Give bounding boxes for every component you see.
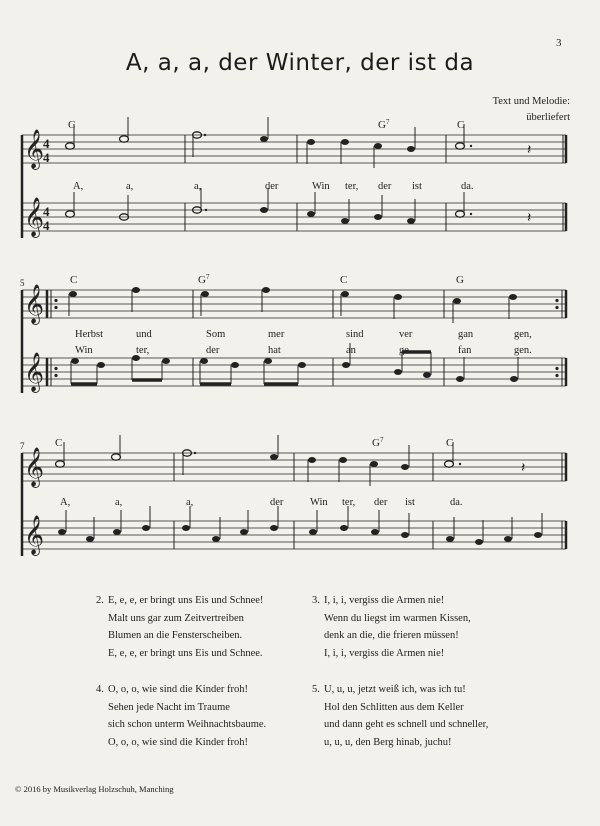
verse-line: O, o, o, wie sind die Kinder froh! xyxy=(108,736,248,748)
system-1 xyxy=(22,117,566,238)
lyric-syllable: fan xyxy=(458,345,472,356)
credit-label: Text und Melodie: xyxy=(492,96,570,107)
lyric-syllable: ver xyxy=(399,329,413,340)
verse-line: E, e, e, er bringt uns Eis und Schnee! xyxy=(108,595,264,606)
verse-number: 4. xyxy=(96,684,104,695)
verse-line: u, u, u, den Berg hinab, juchu! xyxy=(324,736,452,748)
lyric-syllable: ter, xyxy=(345,181,359,192)
measure-number: 5 xyxy=(20,278,25,288)
verse-line: I, i, i, vergiss die Armen nie! xyxy=(324,647,445,659)
measure-number: 7 xyxy=(20,441,25,451)
verse-number: 2. xyxy=(96,595,104,606)
lyric-syllable: der xyxy=(374,497,388,508)
lyric-syllable: Herbst xyxy=(75,329,103,340)
lyric-syllable: sind xyxy=(346,329,364,340)
staff-1-bottom xyxy=(22,203,566,231)
lyric-syllable: mer xyxy=(268,329,285,340)
chord-symbol: C xyxy=(55,437,63,449)
verse-line: O, o, o, wie sind die Kinder froh! xyxy=(108,684,248,695)
chord-symbol: $G^7$ xyxy=(372,436,384,449)
lyric-syllable: a, xyxy=(186,497,194,508)
lyric-syllable: a, xyxy=(194,181,202,192)
verse-line: und dann geht es schnell und schneller, xyxy=(324,719,489,730)
lyric-syllable: ist xyxy=(405,497,415,508)
verse-number: 3. xyxy=(312,595,320,606)
lyric-syllable: ist xyxy=(412,181,422,192)
staff-2-top xyxy=(22,290,566,318)
lyric-syllable: A, xyxy=(60,497,71,508)
lyric-syllable: der xyxy=(378,181,392,192)
chord-symbol: C xyxy=(70,274,78,286)
lyric-syllable: ge xyxy=(399,345,409,356)
quarter-rest-icon: 𝄽 xyxy=(521,461,526,476)
lyric-syllable: da. xyxy=(461,181,474,192)
lyric-syllable: Som xyxy=(206,329,226,340)
staff-1-top xyxy=(22,135,566,163)
treble-clef-icon: 𝄞 xyxy=(24,354,45,391)
notes-1-bottom xyxy=(66,188,532,226)
time-signature: 4 xyxy=(43,136,50,151)
lyric-syllable: A, xyxy=(73,181,84,192)
verse-line: Hol den Schlitten aus dem Keller xyxy=(324,701,464,713)
time-signature: 4 xyxy=(43,204,50,219)
lyric-syllable: Win xyxy=(75,345,93,356)
lyric-syllable: a, xyxy=(115,497,123,508)
staff-2-bottom xyxy=(22,358,566,386)
copyright: © 2016 by Musikverlag Holzschuh, Manching xyxy=(15,784,174,794)
notes-3-bottom xyxy=(58,506,542,545)
lyric-syllable: hat xyxy=(268,345,281,356)
treble-clef-icon: 𝄞 xyxy=(24,449,45,486)
score-text xyxy=(20,118,532,508)
chord-symbol: $G^7$ xyxy=(198,273,210,286)
lyric-syllable: Win xyxy=(312,181,330,192)
verse-line: E, e, e, er bringt uns Eis und Schnee. xyxy=(108,647,263,659)
lyric-syllable: da. xyxy=(450,497,463,508)
lyric-syllable: und xyxy=(136,329,152,340)
lyric-syllable: gen. xyxy=(514,345,532,356)
page-number: 3 xyxy=(556,37,562,49)
chord-symbol: C xyxy=(68,119,76,131)
verse-line: Malt uns gar zum Zeitvertreiben xyxy=(108,612,244,624)
verse-line: sich schon unterm Weihnachtsbaume. xyxy=(108,719,267,730)
chord-symbol: C xyxy=(340,274,348,286)
treble-clef-icon: 𝄞 xyxy=(24,131,45,168)
time-signature: 4 xyxy=(43,150,50,165)
lyric-syllable: gen, xyxy=(514,329,532,340)
verse-5 xyxy=(312,681,564,751)
lyric-syllable: an xyxy=(346,345,356,356)
lyric-syllable: gan xyxy=(458,329,474,340)
verse-line: Wenn du liegst im warmen Kissen, xyxy=(324,612,471,624)
treble-clef-icon: 𝄞 xyxy=(24,517,45,554)
lyric-syllable: der xyxy=(270,497,284,508)
verse-line: U, u, u, jetzt weiß ich, was ich tu! xyxy=(324,684,466,695)
system-2 xyxy=(22,285,566,393)
chord-symbol: C xyxy=(457,119,465,131)
verse-line: denk an die, die frieren müssen! xyxy=(324,630,459,641)
quarter-rest-icon: 𝄽 xyxy=(527,143,532,158)
verse-line: I, i, i, vergiss die Armen nie! xyxy=(324,595,445,606)
song-title: A, a, a, der Winter, der ist da xyxy=(125,50,475,76)
lyric-syllable: der xyxy=(265,181,279,192)
notes-3-top xyxy=(56,435,526,486)
chord-symbol: C xyxy=(446,437,454,449)
system-3 xyxy=(22,435,566,556)
lyric-syllable: ter, xyxy=(136,345,150,356)
chord-symbol: $G^7$ xyxy=(378,118,390,131)
verse-line: Sehen jede Nacht im Traume xyxy=(108,701,230,713)
chord-symbol: G xyxy=(456,274,464,286)
lyric-syllable: ter, xyxy=(342,497,356,508)
quarter-rest-icon: 𝄽 xyxy=(527,211,532,226)
credit-value: überliefert xyxy=(526,112,570,123)
lyric-syllable: a, xyxy=(126,181,134,192)
treble-clef-icon: 𝄞 xyxy=(24,199,45,236)
lyric-syllable: Win xyxy=(310,497,328,508)
treble-clef-icon: 𝄞 xyxy=(24,286,45,323)
verse-number: 5. xyxy=(312,684,320,695)
lyric-syllable: der xyxy=(206,345,220,356)
time-signature: 4 xyxy=(43,218,50,233)
verse-3 xyxy=(312,592,564,662)
verse-line: Blumen an die Fensterscheiben. xyxy=(108,630,243,641)
